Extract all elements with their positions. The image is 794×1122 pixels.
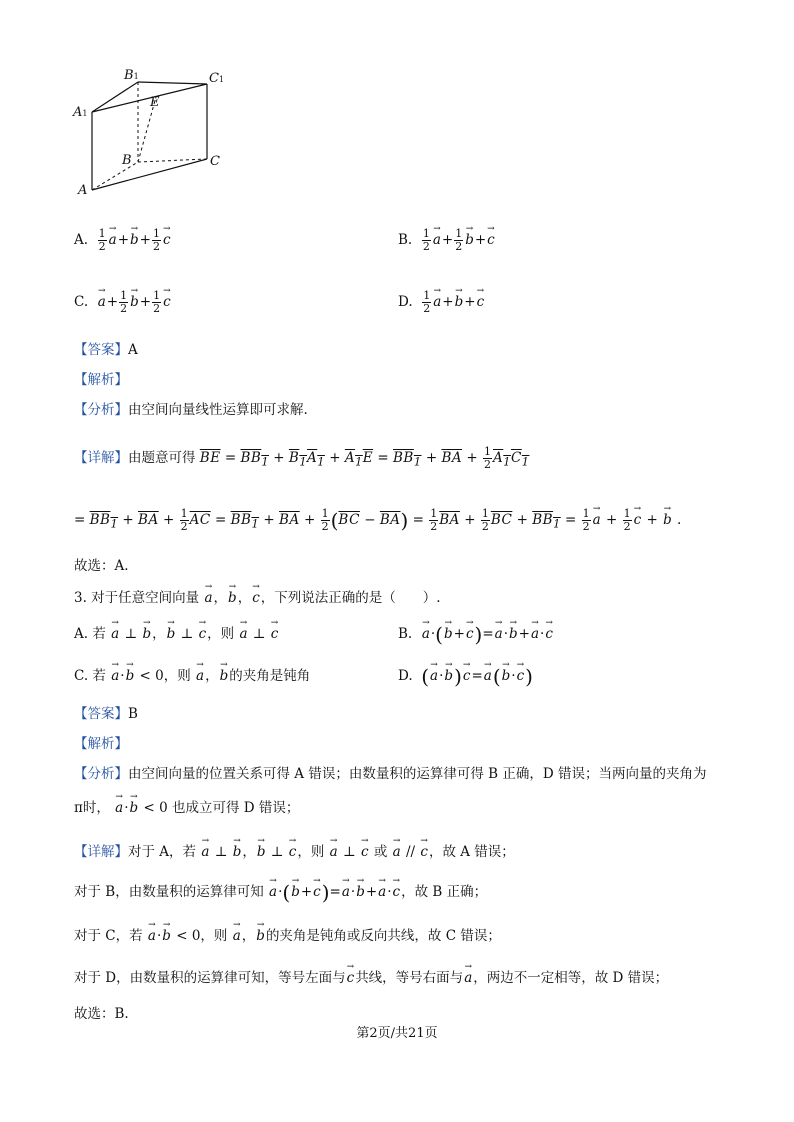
q3-answer: 【答案】B [74,706,138,722]
q3-fenxi: 【分析】由空间向量的位置关系可得 A 错误；由数量积的运算律可得 B 正确，D 错误；当两向量的夹角为 [74,766,707,782]
q2-option-d: D. $\frac{1}{2}$ → a+→ b+→ c [398,290,485,315]
q2-option-b: B. $\frac{1}{2}$ → a+ $\frac{1}{2}$ → b+→ c [398,228,496,253]
q3-analysis-tag: 【解析】 [74,736,128,752]
q3-option-c: C. 若 → a·→ b < 0，则 → a，→ b的夹角是钝角 [74,666,310,686]
label-b: B [122,153,132,168]
prism-figure [70,62,240,202]
q2-analysis-tag: 【解析】 [74,372,128,388]
q3-conclusion: 故选：B. [74,1006,129,1022]
q2-detail-line2: = $BB_1 + \overline{BA}$ + $\frac{1}{2}$ $\overline{AC} = BB_1 + \overline{BA}$ + $\frac{1}{2}$ $(\overline{BC} - \overline{BA})$ = $\frac{1}{2}$ $\overline{BA}$ + $\frac{1}{2}$ $\overline{BC} + BB_1$ = $\frac{1}{2}$ → a + $\frac{1}{2}$ → c + → b . [74,508,681,535]
q3-detail-3: 对于 C，若 → a·→ b < 0，则 → a，→ b的夹角是钝角或反向共线，故 C 错误； [74,926,501,946]
q3-option-d: D. (→ a·→ b)→ c=→ a(→ b·→ c) [398,666,533,687]
label-c1: C1 [209,71,225,86]
label-e: E [150,95,160,110]
label-a1: A1 [73,105,88,120]
q2-answer: 【答案】A [74,342,138,358]
q2-conclusion: 故选：A. [74,558,129,574]
q2-fenxi: 【分析】由空间向量线性运算即可求解. [74,402,308,418]
q2-option-a: A. $\frac{1}{2}$ → a+→ b+ $\frac{1}{2}$ → c [74,228,172,253]
q2-option-c: C. → a+ $\frac{1}{2}$ → b+ $\frac{1}{2}$ → c [74,290,172,315]
label-a: A [78,183,88,198]
label-c: C [210,154,220,169]
q3-fenxi-2: π时， → a·→ b < 0 也成立可得 D 错误； [74,798,299,818]
label-b1: B1 [124,68,139,83]
q3-detail-4: 对于 D，由数量积的运算律可知，等号左面与→ c共线，等号右面与→ a，两边不一定相等，故 D 错误； [74,968,668,988]
page-footer: 第2页/共21页 [356,1026,438,1041]
q2-detail-line1: 【详解】由题意可得 $\overline{BE} = BB_1 + B_1A_1 + A_1E = BB_1 + \overline{BA}$ + $\frac{1}{2}$ $A_1C_1$ [74,445,530,471]
q3-stem: 3. 对于任意空间向量 → a，→ b，→ c，下列说法正确的是（ ）. [74,588,441,608]
q3-option-a: A. 若 → a ⊥ → b，→ b ⊥ → c，则 → a ⊥ → c [74,624,279,644]
q3-option-b: B. → a·(→ b+→ c)=→ a·→ b+→ a·→ c [398,624,554,645]
q3-detail-1: 【详解】对于 A，若 → a ⊥ → b，→ b ⊥ → c，则 → a ⊥ → c 或 → a // → c，故 A 错误； [74,842,515,862]
q3-detail-2: 对于 B，由数量积的运算律可知 → a·(→ b+→ c)=→ a·→ b+→ a·→ c，故 B 正确； [74,882,487,903]
